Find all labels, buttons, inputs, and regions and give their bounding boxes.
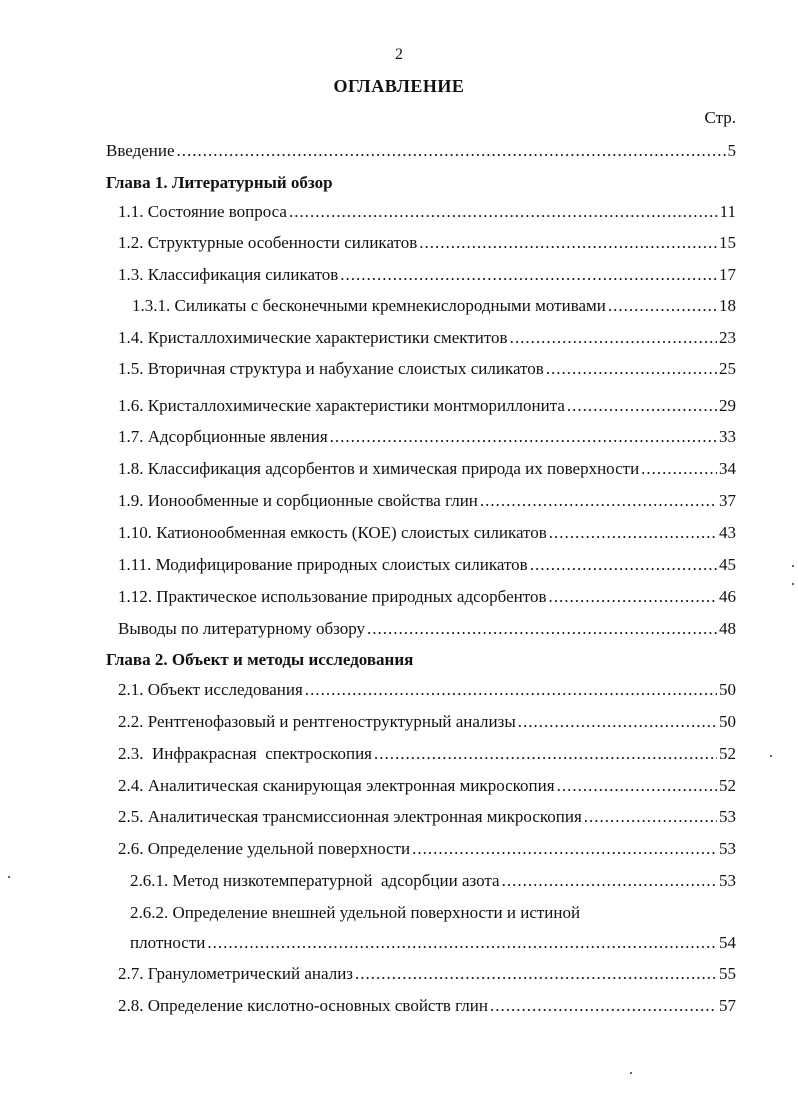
toc-entry (118, 327, 736, 349)
toc-entry-page: 43 (719, 523, 736, 542)
toc-entry-page: 53 (719, 839, 736, 858)
toc-entry-page: 52 (719, 776, 736, 795)
toc-entry-title: 1.12. Практическое использование природных адсорбентов (118, 587, 547, 606)
scan-speck (792, 565, 794, 567)
toc-entry-title: 1.1. Состояние вопроса (118, 202, 287, 221)
toc-entry-title: 2.8. Определение кислотно-основных свойств глин (118, 996, 488, 1015)
toc-entry (118, 963, 736, 985)
toc-entry (118, 395, 736, 417)
toc-entry-page: 54 (719, 933, 736, 952)
toc-entry-title: 1.11. Модифицирование природных слоистых силикатов (118, 555, 528, 574)
page-title: ОГЛАВЛЕНИЕ (333, 76, 465, 96)
scan-speck (792, 583, 794, 585)
toc-entry-page: 45 (719, 555, 736, 574)
toc-entry-title: 1.4. Кристаллохимические характеристики смектитов (118, 328, 508, 347)
toc-entry (118, 586, 736, 608)
chapter-heading: Глава 1. Литературный обзор (106, 173, 333, 192)
toc-entry-page: 48 (719, 619, 736, 638)
chapter-heading: Глава 2. Объект и методы исследования (106, 650, 414, 669)
toc-entry (118, 426, 736, 448)
toc-entry-title: 1.7. Адсорбционные явления (118, 427, 328, 446)
toc-entry (118, 838, 736, 860)
toc-entry (132, 295, 736, 317)
toc-entry-title: 2.5. Аналитическая трансмиссионная электронная микроскопия (118, 807, 582, 826)
page-column-label: Стр. (704, 108, 736, 127)
toc-entry (118, 264, 736, 286)
toc-entry-title: плотности (130, 933, 206, 952)
toc-entry-title: 1.2. Структурные особенности силикатов (118, 233, 418, 252)
toc-entry (118, 358, 736, 380)
toc-entry-title: 2.4. Аналитическая сканирующая электронная микроскопия (118, 776, 555, 795)
toc-entry-title: 1.5. Вторичная структура и набухание слоистых силикатов (118, 359, 544, 378)
toc-entry-page: 37 (719, 491, 736, 510)
scan-speck (630, 1072, 632, 1074)
toc-entry-page: 50 (719, 680, 736, 699)
toc-entry-page: 53 (719, 807, 736, 826)
toc-entry-page: 33 (719, 427, 736, 446)
toc-entry-title: 1.9. Ионообменные и сорбционные свойства глин (118, 491, 478, 510)
toc-entry-page: 46 (719, 587, 736, 606)
toc-entry-title: 1.3. Классификация силикатов (118, 265, 339, 284)
toc-entry-title: 2.7. Гранулометрический анализ (118, 964, 354, 983)
toc-entry (118, 458, 736, 480)
toc-entry-title: 1.10. Катионообменная емкость (КОЕ) слоистых силикатов (118, 523, 547, 542)
toc-entry (118, 522, 736, 544)
toc-entry-page: 17 (719, 265, 736, 284)
toc-entry (118, 679, 736, 701)
toc-entry-title: 2.6.2. Определение внешней удельной поверхности и истиной (130, 903, 581, 922)
toc-entry (118, 554, 736, 576)
toc-entry-title: 2.6. Определение удельной поверхности (118, 839, 411, 858)
toc-entry (118, 711, 736, 733)
toc-entry-page: 34 (719, 459, 736, 478)
scan-speck (770, 755, 772, 757)
toc-entry (118, 995, 736, 1017)
toc-entry (118, 232, 736, 254)
toc-entry-page: 52 (719, 744, 736, 763)
toc-entry (130, 932, 736, 954)
toc-entry-page: 50 (719, 712, 736, 731)
toc-entry-title: Выводы по литературному обзору (118, 619, 366, 638)
toc-entry-title: 2.1. Объект исследования (118, 680, 303, 699)
toc-entry (118, 743, 736, 765)
toc-entry-title: Введение (106, 141, 175, 160)
toc-entry-page: 15 (719, 233, 736, 252)
toc-entry-page: 18 (719, 296, 736, 315)
toc-entry-page: 5 (727, 141, 736, 160)
toc-entry-title: 2.2. Рентгенофазовый и рентгеноструктурный анализы (118, 712, 516, 731)
toc-entry-page: 29 (719, 396, 736, 415)
toc-entry (118, 775, 736, 797)
toc-entry-title: 1.8. Классификация адсорбентов и химическая природа их поверхности (118, 459, 640, 478)
toc-entry-title: 1.3.1. Силикаты с бесконечными кремнекислородными мотивами (132, 296, 606, 315)
toc-entry-title: 1.6. Кристаллохимические характеристики монтмориллонита (118, 396, 565, 415)
toc-entry-page: 53 (719, 871, 736, 890)
toc-entry-page: 23 (719, 328, 736, 347)
toc-entry-title: 2.6.1. Метод низкотемпературной адсорбции азота (130, 871, 500, 890)
page-number: 2 (395, 46, 403, 63)
toc-entry (118, 618, 736, 640)
toc-entry (118, 806, 736, 828)
toc-entry (118, 201, 736, 223)
toc-entry (118, 490, 736, 512)
toc-entry-title: 2.3. Инфракрасная спектроскопия (118, 744, 372, 763)
toc-entry-page: 11 (719, 202, 736, 221)
toc-entry (106, 140, 736, 162)
toc-entry-page: 57 (719, 996, 736, 1015)
toc-entry-page: 25 (719, 359, 736, 378)
scan-speck (8, 876, 10, 878)
toc-entry-page: 55 (719, 964, 736, 983)
toc-entry (130, 870, 736, 892)
